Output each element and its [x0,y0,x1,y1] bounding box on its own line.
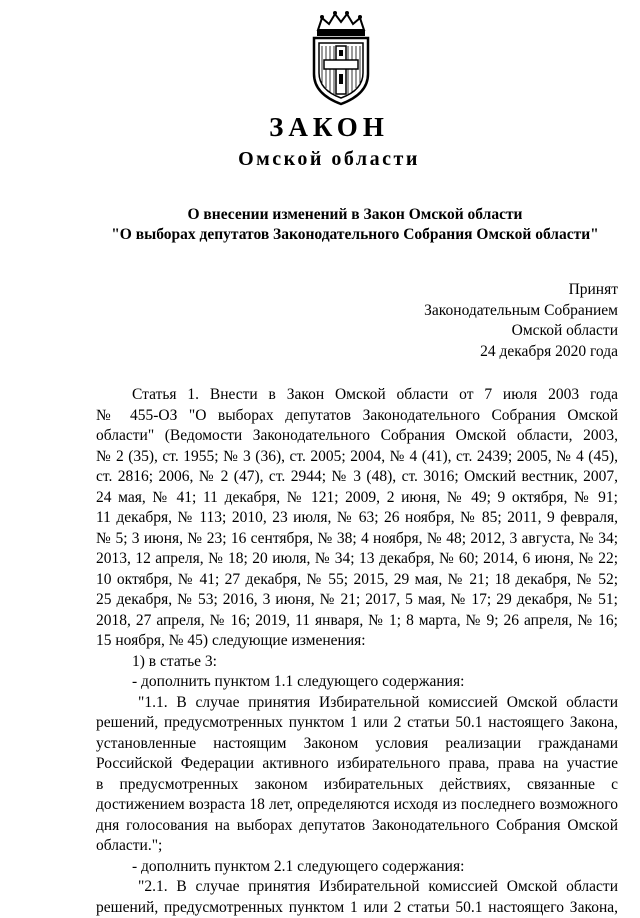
body-line: Российской Федерации активного избирательного права, права на участие [96,754,618,775]
adoption-date: 24 декабря 2020 года [424,342,618,363]
body-line: области" (Ведомости Законодательного Собрания Омской области, 2003, [96,426,618,447]
coat-of-arms-icon [298,8,384,108]
body-line: "2.1. В случае принятия Избирательной комиссией Омской области [96,877,618,898]
body-line: Статья 1. Внести в Закон Омской области от 7 июля 2003 года [96,385,618,406]
body-line: области."; [96,836,618,857]
body-line: в предусмотренных законом избирательных действиях, связанные с [96,775,618,796]
coat-of-arms-emblem [298,8,384,108]
body-line: № 2 (35), ст. 1955; № 3 (36), ст. 2005; 2004, № 4 (41), ст. 2439; 2005, № 4 (45), [96,447,618,468]
heading-line: "О выборах депутатов Законодательного Собрания Омской области" [70,225,640,245]
body-line: 24 мая, № 41; 11 декабря, № 121; 2009, 2 июня, № 49; 9 октября, № 91; [96,488,618,509]
body-line: 1) в статье 3: [96,652,618,673]
body-line: "1.1. В случае принятия Избирательной комиссией Омской области [96,693,618,714]
body-line: - дополнить пунктом 2.1 следующего содержания: [96,857,618,878]
body-line: 2013, 12 апреля, № 18; 20 июля, № 34; 13 декабря, № 60; 2014, 6 июня, № 22; [96,549,618,570]
body-line: 10 октября, № 41; 27 декабря, № 55; 2015, 29 мая, № 21; 18 декабря, № 52; [96,570,618,591]
adoption-line: Омской области [424,321,618,342]
body-line: решений, предусмотренных пунктом 1 или 2 статьи 50.1 настоящего Закона, [96,713,618,734]
body-line: ст. 2816; 2006, № 2 (47), ст. 2944; № 3 (48), ст. 3016; Омский вестник, 2007, [96,467,618,488]
adoption-block [424,280,618,362]
body-line: дня голосования на выборах депутатов Законодательного Собрания Омской [96,816,618,837]
body-line: 15 ноября, № 45) следующие изменения: [96,631,618,652]
law-title: ЗАКОН [0,112,640,143]
body-line: 11 декабря, № 113; 2010, 23 июля, № 63; 26 ноября, № 85; 2011, 9 февраля, [96,508,618,529]
body-line: установленные настоящим Законом условия реализации гражданами [96,734,618,755]
body-line: № 455-ОЗ "О выборах депутатов Законодательного Собрания Омской [96,406,618,427]
body-line: 25 декабря, № 53; 2016, 3 июня, № 21; 2017, 5 мая, № 17; 29 декабря, № 51; [96,590,618,611]
law-subtitle: Омской области [0,148,640,171]
law-heading [0,205,640,245]
body-line: 2018, 27 апреля, № 16; 2019, 11 января, № 1; 8 марта, № 9; 26 апреля, № 16; [96,611,618,632]
body-line: - дополнить пунктом 1.1 следующего содержания: [96,672,618,693]
body-line: решений, предусмотренных пунктом 1 или 2 статьи 50.1 настоящего Закона, [96,898,618,918]
adoption-line: Принят [424,280,618,301]
body-line: № 5; 3 июня, № 23; 16 сентября, № 38; 4 ноября, № 48; 2012, 3 августа, № 34; [96,529,618,550]
law-body-text [96,385,618,918]
body-line: достижением возраста 18 лет, определяются исходя из последнего возможного [96,795,618,816]
adoption-line: Законодательным Собранием [424,301,618,322]
heading-line: О внесении изменений в Закон Омской области [70,205,640,225]
